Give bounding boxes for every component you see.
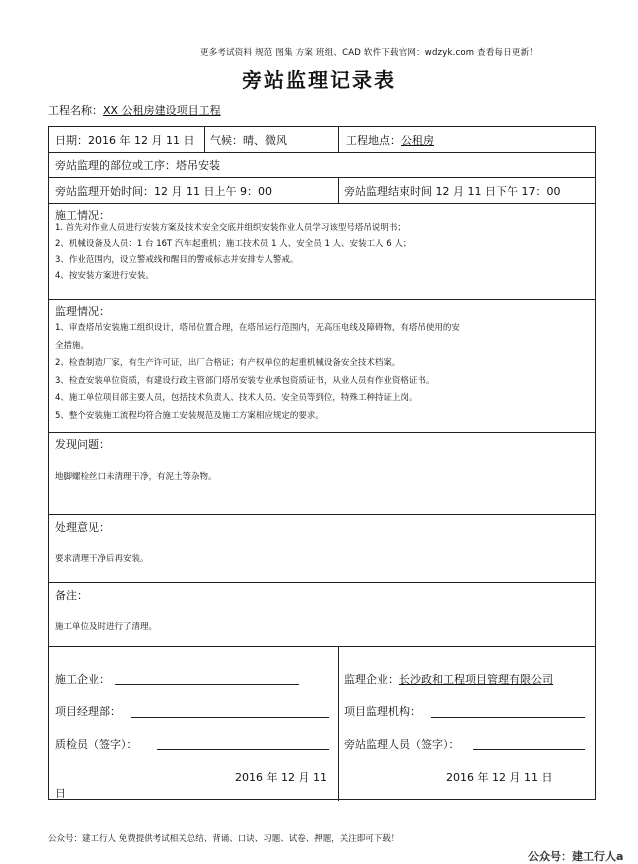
left-date-suffix: 日 bbox=[55, 787, 66, 800]
row-divider bbox=[49, 514, 595, 515]
supervision-line: 全措施。 bbox=[55, 340, 90, 351]
footer-note: 公众号：建工行人 免费提供考试相关总结、背诵、口诀、习题、试卷、押题，关注即可下载！ bbox=[48, 834, 400, 844]
inspector-label: 质检员（签字）： bbox=[55, 738, 138, 751]
signature-line bbox=[431, 717, 585, 718]
issues-text: 地脚螺栓丝口未清理干净，有泥土等杂物。 bbox=[55, 472, 217, 482]
project-value: XX 公租房建设项目工程 bbox=[103, 104, 221, 117]
supervision-line: 5、整个安装施工流程均符合施工安装规范及施工方案相应规定的要求。 bbox=[55, 410, 324, 421]
construction-company-label: 施工企业： bbox=[55, 673, 110, 686]
supervision-org-label: 项目监理机构： bbox=[344, 705, 421, 718]
location-value: 公租房 bbox=[401, 134, 434, 147]
construction-heading: 施工情况： bbox=[55, 209, 110, 222]
project-name bbox=[48, 102, 221, 118]
supervision-company-value: 长沙政和工程项目管理有限公司 bbox=[399, 673, 553, 686]
supervisor-label: 旁站监理人员（签字）： bbox=[344, 738, 460, 751]
supervision-company-label: 监理企业： bbox=[344, 673, 399, 686]
supervision-body bbox=[55, 320, 460, 425]
signature-line bbox=[157, 749, 329, 750]
location-label: 工程地点： bbox=[346, 134, 401, 147]
top-note: 更多考试资料 规范 图集 方案 班组、CAD 软件下载官网：wdzyk.com 查看每日更新！ bbox=[200, 48, 539, 58]
row-divider bbox=[49, 432, 595, 433]
handling-heading: 处理意见： bbox=[55, 521, 110, 534]
supervision-line: 4、施工单位项目部主要人员，包括技术负责人、技术人员、安全员等到位，特殊工种持证上岗。 bbox=[55, 393, 418, 403]
row-divider bbox=[49, 299, 595, 300]
construction-line: 1. 首先对作业人员进行安装方案及技术安全交底并组织安装作业人员学习该型号塔吊说明书； bbox=[55, 223, 406, 233]
col-divider bbox=[338, 127, 339, 152]
remarks-text: 施工单位及时进行了清理。 bbox=[55, 622, 158, 632]
supervision-line: 3、检查安装单位资质，有建设行政主管部门塔吊安装专业承包资质证书，从业人员有作业资格证书。 bbox=[55, 375, 435, 386]
project-label: 工程名称： bbox=[48, 104, 103, 117]
row-divider bbox=[49, 582, 595, 583]
date-cell: 日期：2016 年 12 月 11 日 bbox=[55, 134, 195, 147]
remarks-heading: 备注： bbox=[55, 589, 88, 602]
left-date: 2016 年 12 月 11 bbox=[235, 771, 327, 784]
weather-cell: 气候：晴、微风 bbox=[210, 134, 287, 147]
end-time: 旁站监理结束时间 12 月 11 日下午 17：00 bbox=[344, 185, 561, 198]
construction-body bbox=[55, 220, 411, 284]
start-time: 旁站监理开始时间：12 月 11 日上午 9：00 bbox=[55, 185, 272, 198]
supervision-company bbox=[344, 671, 553, 687]
project-manager-label: 项目经理部： bbox=[55, 705, 121, 718]
supervision-line: 2、检查制造厂家，有生产许可证，出厂合格证；有产权单位的起重机械设备安全技术档案。 bbox=[55, 358, 401, 368]
row-divider bbox=[49, 152, 595, 153]
row-divider bbox=[49, 203, 595, 204]
signature-line bbox=[115, 684, 299, 685]
record-table bbox=[48, 126, 596, 800]
row-divider bbox=[49, 177, 595, 178]
location-cell bbox=[346, 132, 434, 148]
col-divider bbox=[338, 646, 339, 801]
row-divider bbox=[49, 646, 595, 647]
construction-line: 3、作业范围内，设立警戒线和醒目的警戒标志并安排专人警戒。 bbox=[55, 255, 299, 265]
signature-line bbox=[131, 717, 329, 718]
signature-line bbox=[473, 749, 585, 750]
construction-line: 2、机械设备及人员：1 台 16T 汽车起重机；施工技术员 1 人、安全员 1 人、安装工人 6 人； bbox=[55, 239, 412, 249]
issues-heading: 发现问题： bbox=[55, 438, 110, 451]
col-divider bbox=[338, 177, 339, 203]
right-date: 2016 年 12 月 11 日 bbox=[446, 771, 553, 784]
construction-line: 4、按安装方案进行安装。 bbox=[55, 271, 154, 281]
handling-text: 要求清理干净后再安装。 bbox=[55, 554, 149, 564]
page-title: 旁站监理记录表 bbox=[242, 68, 396, 92]
supervision-line: 1、审查塔吊安装施工组织设计，塔吊位置合理，在塔吊运行范围内，无高压电线及障碍物，有塔吊使用的安 bbox=[55, 323, 460, 333]
supervision-heading: 监理情况： bbox=[55, 305, 110, 318]
supervised-part: 旁站监理的部位或工序：塔吊安装 bbox=[55, 159, 220, 172]
watermark-text: 公众号：建工行人a bbox=[528, 850, 624, 863]
col-divider bbox=[204, 127, 205, 152]
